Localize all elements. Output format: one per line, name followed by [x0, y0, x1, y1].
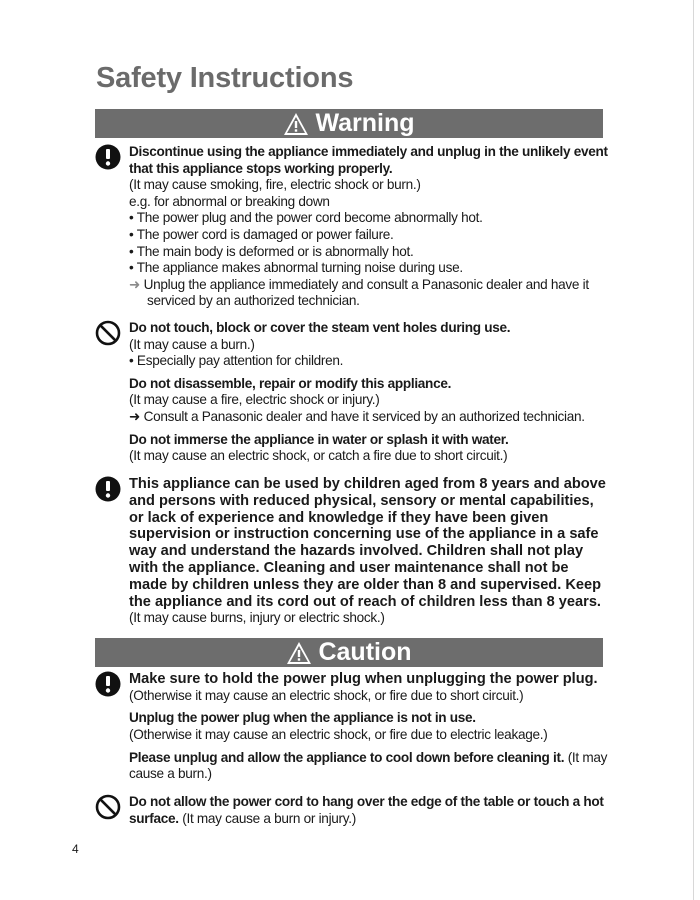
caution-banner-label: Caution [318, 638, 412, 666]
caution-block-cord [95, 794, 610, 827]
warning-heading: Do not disassemble, repair or modify this appliance. [129, 375, 452, 391]
warning-banner-label: Warning [315, 109, 415, 137]
warning-note: (It may cause an electric shock, or catch a fire due to short circuit.) [129, 448, 508, 464]
prohibited-circle-icon [95, 794, 121, 820]
warning-intro: e.g. for abnormal or breaking down [129, 193, 330, 209]
caution-note: (Otherwise it may cause an electric shock, or fire due to short circuit.) [129, 687, 524, 703]
warning-note: (It may cause burns, injury or electric shock.) [129, 610, 385, 626]
warning-action: ➜ Consult a Panasonic dealer and have it serviced by an authorized technician. [129, 408, 585, 424]
warning-block-prohibited [95, 320, 610, 465]
caution-heading: Make sure to hold the power plug when unplugging the power plug. [129, 671, 598, 687]
arrow-icon: ➜ [129, 276, 141, 292]
warning-heading: Do not immerse the appliance in water or splash it with water. [129, 431, 509, 447]
warning-heading: Discontinue using the appliance immediately and unplug in the unlikely event that this appliance stops working properly. [129, 144, 608, 176]
page-number: 4 [72, 842, 79, 856]
page-title: Safety Instructions [96, 62, 354, 94]
mandatory-exclamation-icon [95, 144, 121, 170]
page-edge-line [693, 0, 694, 900]
caution-item: Please unplug and allow the appliance to cool down before cleaning it. (It may cause a burn.) [129, 749, 608, 782]
caution-heading: Unplug the power plug when the appliance is not in use. [129, 710, 476, 726]
warning-heading: Do not touch, block or cover the steam vent holes during use. [129, 320, 511, 335]
caution-block-unplug [95, 671, 610, 783]
warning-action: ➜ Unplug the appliance immediately and consult a Panasonic dealer and have it serviced by an authorized technician. [129, 276, 589, 309]
warning-block-discontinue [95, 144, 610, 310]
warning-triangle-icon [283, 112, 309, 136]
caution-item: Do not allow the power cord to hang over the edge of the table or touch a hot surface. (It may cause a burn or injury.) [129, 794, 604, 826]
warning-bullet: • Especially pay attention for children. [129, 353, 344, 369]
warning-triangle-icon [286, 641, 312, 665]
caution-note: (Otherwise it may cause an electric shock, or fire due to electric leakage.) [129, 726, 548, 742]
mandatory-exclamation-icon [95, 671, 121, 697]
warning-bullet: • The power cord is damaged or power failure. [129, 226, 394, 242]
warning-note: (It may cause a fire, electric shock or injury.) [129, 392, 380, 408]
warning-heading: This appliance can be used by children aged from 8 years and above and persons with reduced physical, sensory or mental capabilities, or lack of experience and knowledge if they have been given supervision or instruction concerning use of the appliance in a safe way and understand the hazards involved. Children shall not play with the appliance. Cleaning and user maintenance shall not be made by children unless they are older than 8 and supervised. Keep the appliance and its cord out of reach of children less than 8 years. [129, 476, 606, 610]
warning-banner [95, 109, 603, 138]
warning-bullet: • The power plug and the power cord become abnormally hot. [129, 210, 483, 226]
warning-block-children [95, 476, 610, 627]
prohibited-circle-icon [95, 320, 121, 346]
warning-note: (It may cause a burn.) [129, 336, 255, 352]
warning-bullet: • The main body is deformed or is abnormally hot. [129, 243, 414, 259]
warning-note: (It may cause smoking, fire, electric shock or burn.) [129, 177, 421, 193]
warning-bullet: • The appliance makes abnormal turning noise during use. [129, 260, 463, 276]
caution-banner [95, 638, 603, 667]
mandatory-exclamation-icon [95, 476, 121, 502]
